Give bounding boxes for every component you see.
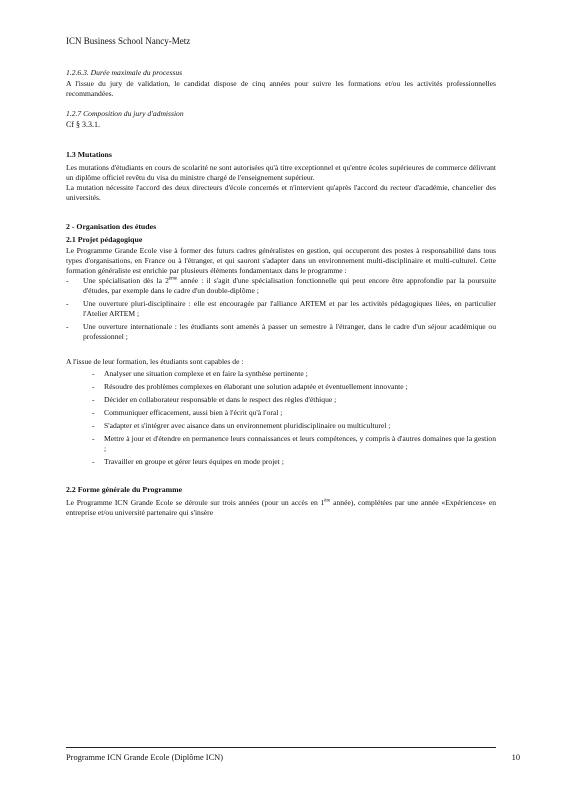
running-header: ICN Business School Nancy-Metz [66, 36, 191, 46]
list-item: - Résoudre des problèmes complexes en élaborant une solution adaptée et éventuellement innovante ; [92, 381, 408, 391]
list-item: - Une ouverture pluri-disciplinaire : elle est encouragée par l'alliance ARTEM et par les activités pédagogiques liées, en particulier l'Atelier ARTEM ; [66, 298, 496, 318]
list-item: - Décider en collaborateur responsable et dans le respect des règles d'éthique ; [92, 394, 337, 404]
skills-list [66, 369, 496, 467]
paragraph-22: Le Programme ICN Grande Ecole se déroule sur trois années (pour un accès en 1ère année), complétées par une année «Expériences» en entreprise et/ou université partenaire qui s'insère [66, 498, 496, 518]
list-item: - Communiquer efficacement, aussi bien à l'écrit qu'à l'oral ; [92, 407, 283, 417]
dash-bullet: - [92, 368, 95, 378]
dash-bullet: - [92, 456, 95, 466]
paragraph-1263: A l'issue du jury de validation, le candidat dispose de cinq années pour suivre les formations et/ou les activités professionnelles recommandées. [66, 79, 496, 99]
dash-bullet: - [66, 298, 69, 308]
heading-127: 1.2.7 Composition du jury d'admission [66, 109, 184, 119]
list-item: - Analyser une situation complexe et en faire la synthèse pertinente ; [92, 368, 308, 378]
paragraph-13-a: Les mutations d'étudiants en cours de scolarité ne sont autorisées qu'à titre exceptionnel et qu'entre écoles supérieures de commerce délivrant un diplôme officiel revêtu du visa du ministre chargé de l'enseignement supérieur. [66, 162, 496, 182]
list-item: - Travailler en groupe et gérer leurs équipes en mode projet ; [92, 456, 284, 466]
heading-22: 2.2 Forme générale du Programme [66, 484, 183, 494]
paragraph-21-intro: Le Programme Grande Ecole vise à former des futurs cadres généralistes en gestion, qui occuperont des postes à responsabilité dans tous types d'organisations, en France ou à l'étranger, et qui sauront s'adapter dans un environnement multi-disciplinaire et multi-culturel. Cette formation généraliste est enrichie par plusieurs éléments fondamentaux dans le programme : [66, 245, 496, 275]
paragraph-13-b: La mutation nécessite l'accord des deux directeurs d'école concernés et n'intervient qu'après l'accord du recteur d'académie, chancelier des universités. [66, 182, 496, 202]
heading-13: 1.3 Mutations [66, 149, 112, 159]
footer-title: Programme ICN Grande Ecole (Diplôme ICN) [66, 753, 223, 762]
footer-divider [66, 747, 496, 748]
dash-bullet: - [92, 381, 95, 391]
heading-1263: 1.2.6.3. Durée maximale du processus [66, 68, 183, 77]
page-body [66, 68, 496, 518]
list-item: - Une spécialisation dès la 2ème année : il s'agit d'une spécialisation fonctionnelle qui peut encore être approfondie par la poursuite d'études, par exemple dans le cadre d'un double-diplôme ; [66, 275, 497, 295]
list-item: - Mettre à jour et d'étendre en permanence leurs connaissances et leurs compétences, y compris à d'autres domaines que la gestion ; [92, 433, 496, 453]
dash-bullet: - [92, 407, 95, 417]
list-item: - Une ouverture internationale : les étudiants sont amenés à passer un semestre à l'étranger, dans le cadre d'un séjour académique ou professionnel ; [66, 321, 496, 341]
heading-21: 2.1 Projet pédagogique [66, 235, 143, 245]
dash-bullet: - [66, 321, 69, 331]
paragraph-127: Cf § 3.3.1. [66, 120, 100, 130]
dash-bullet: - [92, 394, 95, 404]
list-item: - S'adapter et s'intégrer avec aisance dans un environnement pluridisciplinaire ou multiculturel ; [92, 420, 391, 430]
page-number: 10 [511, 753, 520, 762]
dash-bullet: - [92, 420, 95, 430]
program-elements-list [66, 276, 496, 342]
dash-bullet: - [66, 275, 69, 285]
dash-bullet: - [92, 433, 95, 443]
heading-2: 2 - Organisation des études [66, 221, 157, 231]
skills-intro: A l'issue de leur formation, les étudiants sont capables de : [66, 356, 244, 366]
